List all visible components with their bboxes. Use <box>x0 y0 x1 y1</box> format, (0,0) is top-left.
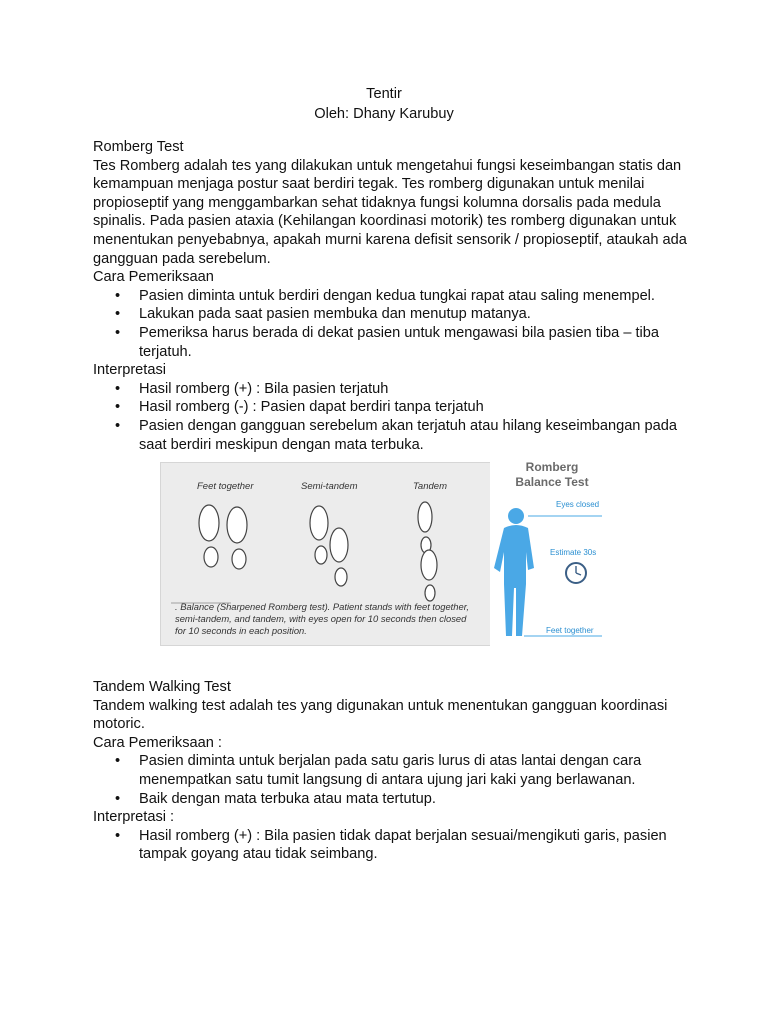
tandem-cara-heading: Cara Pemeriksaan : <box>93 734 222 751</box>
romberg-heading: Romberg Test <box>93 139 184 155</box>
label-feet-together: Feet together <box>197 481 254 492</box>
figure-caption: . Balance (Sharpened Romberg test). Patient stands with feet together, semi-tandem, and tandem, with eyes open for 10 seconds then closed for 10 seconds in each position. <box>175 601 469 636</box>
label-semi-tandem: Semi-tandem <box>301 481 358 492</box>
balance-title-line-2: Balance Test <box>515 475 589 489</box>
footprint-icon <box>418 502 432 553</box>
list-item: • Baik dengan mata terbuka atau mata tertutup. <box>139 790 693 809</box>
feet-together-label: Feet together <box>546 626 594 635</box>
tandem-interp-heading: Interpretasi : <box>93 809 175 826</box>
romberg-intro: Tes Romberg adalah tes yang dilakukan untuk mengetahui fungsi keseimbangan statis dan kemampuan menjaga postur saat berdiri tegak. Tes romberg digunakan untuk menilai propioseptif yang menggambarkan sehat tidaknya fungsi kolumna dorsalis pada medula spinalis. Pada pasien ataxia (Kehilangan koordinasi motorik) tes romberg digunakan untuk menentukan penyebabnya, apakah murni karena defisit sensorik / propioseptif, ataukah ada gangguan pada serebelum. <box>93 157 687 267</box>
romberg-section <box>93 138 693 454</box>
romberg-cara-list <box>93 287 693 361</box>
balance-title-line-1: Romberg <box>525 460 579 474</box>
list-item: • Lakukan pada saat pasien membuka dan menutup matanya. <box>139 305 693 324</box>
footprint-icon <box>310 506 328 564</box>
list-item: • Pemeriksa harus berada di dekat pasien untuk mengawasi bila pasien tiba – tiba terjatuh. <box>139 324 693 361</box>
footprint-icon <box>199 505 219 567</box>
eyes-closed-label: Eyes closed <box>556 500 600 509</box>
list-item: • Hasil romberg (+) : Bila pasien tidak dapat berjalan sesuai/mengikuti garis, pasien tampak goyang atau tidak seimbang. <box>139 827 693 864</box>
footprints-figure <box>160 462 492 646</box>
estimate-label: Estimate 30s <box>550 548 597 557</box>
list-item: • Pasien diminta untuk berjalan pada satu garis lurus di atas lantai dengan cara menempatkan satu tumit langsung di antara ujung jari kaki yang berlawanan. <box>139 752 693 789</box>
footprint-icon <box>330 528 348 586</box>
footprint-icon <box>421 550 437 601</box>
romberg-interp-list <box>93 380 693 454</box>
doc-title: Tentir <box>366 86 402 102</box>
romberg-interp-heading: Interpretasi <box>93 362 167 379</box>
list-item: • Pasien dengan gangguan serebelum akan terjatuh atau hilang keseimbangan pada saat berdiri meskipun dengan mata terbuka. <box>139 417 693 454</box>
doc-author: Oleh: Dhany Karubuy <box>314 106 454 122</box>
romberg-cara-heading: Cara Pemeriksaan <box>93 269 214 286</box>
list-item: • Pasien diminta untuk berdiri dengan kedua tungkai rapat atau saling menempel. <box>139 287 693 306</box>
tandem-cara-list <box>93 752 693 808</box>
tandem-interp-list <box>93 827 693 864</box>
tandem-heading: Tandem Walking Test <box>93 679 231 695</box>
footprint-icon <box>227 507 247 569</box>
title-block <box>0 84 768 124</box>
tandem-section <box>93 678 693 864</box>
label-tandem: Tandem <box>413 481 447 492</box>
clock-icon <box>566 563 586 583</box>
tandem-intro: Tandem walking test adalah tes yang digunakan untuk menentukan gangguan koordinasi motoric. <box>93 697 668 733</box>
list-item: • Hasil romberg (-) : Pasien dapat berdiri tanpa terjatuh <box>139 398 693 417</box>
romberg-balance-figure <box>490 456 614 648</box>
list-item: • Hasil romberg (+) : Bila pasien terjatuh <box>139 380 693 399</box>
